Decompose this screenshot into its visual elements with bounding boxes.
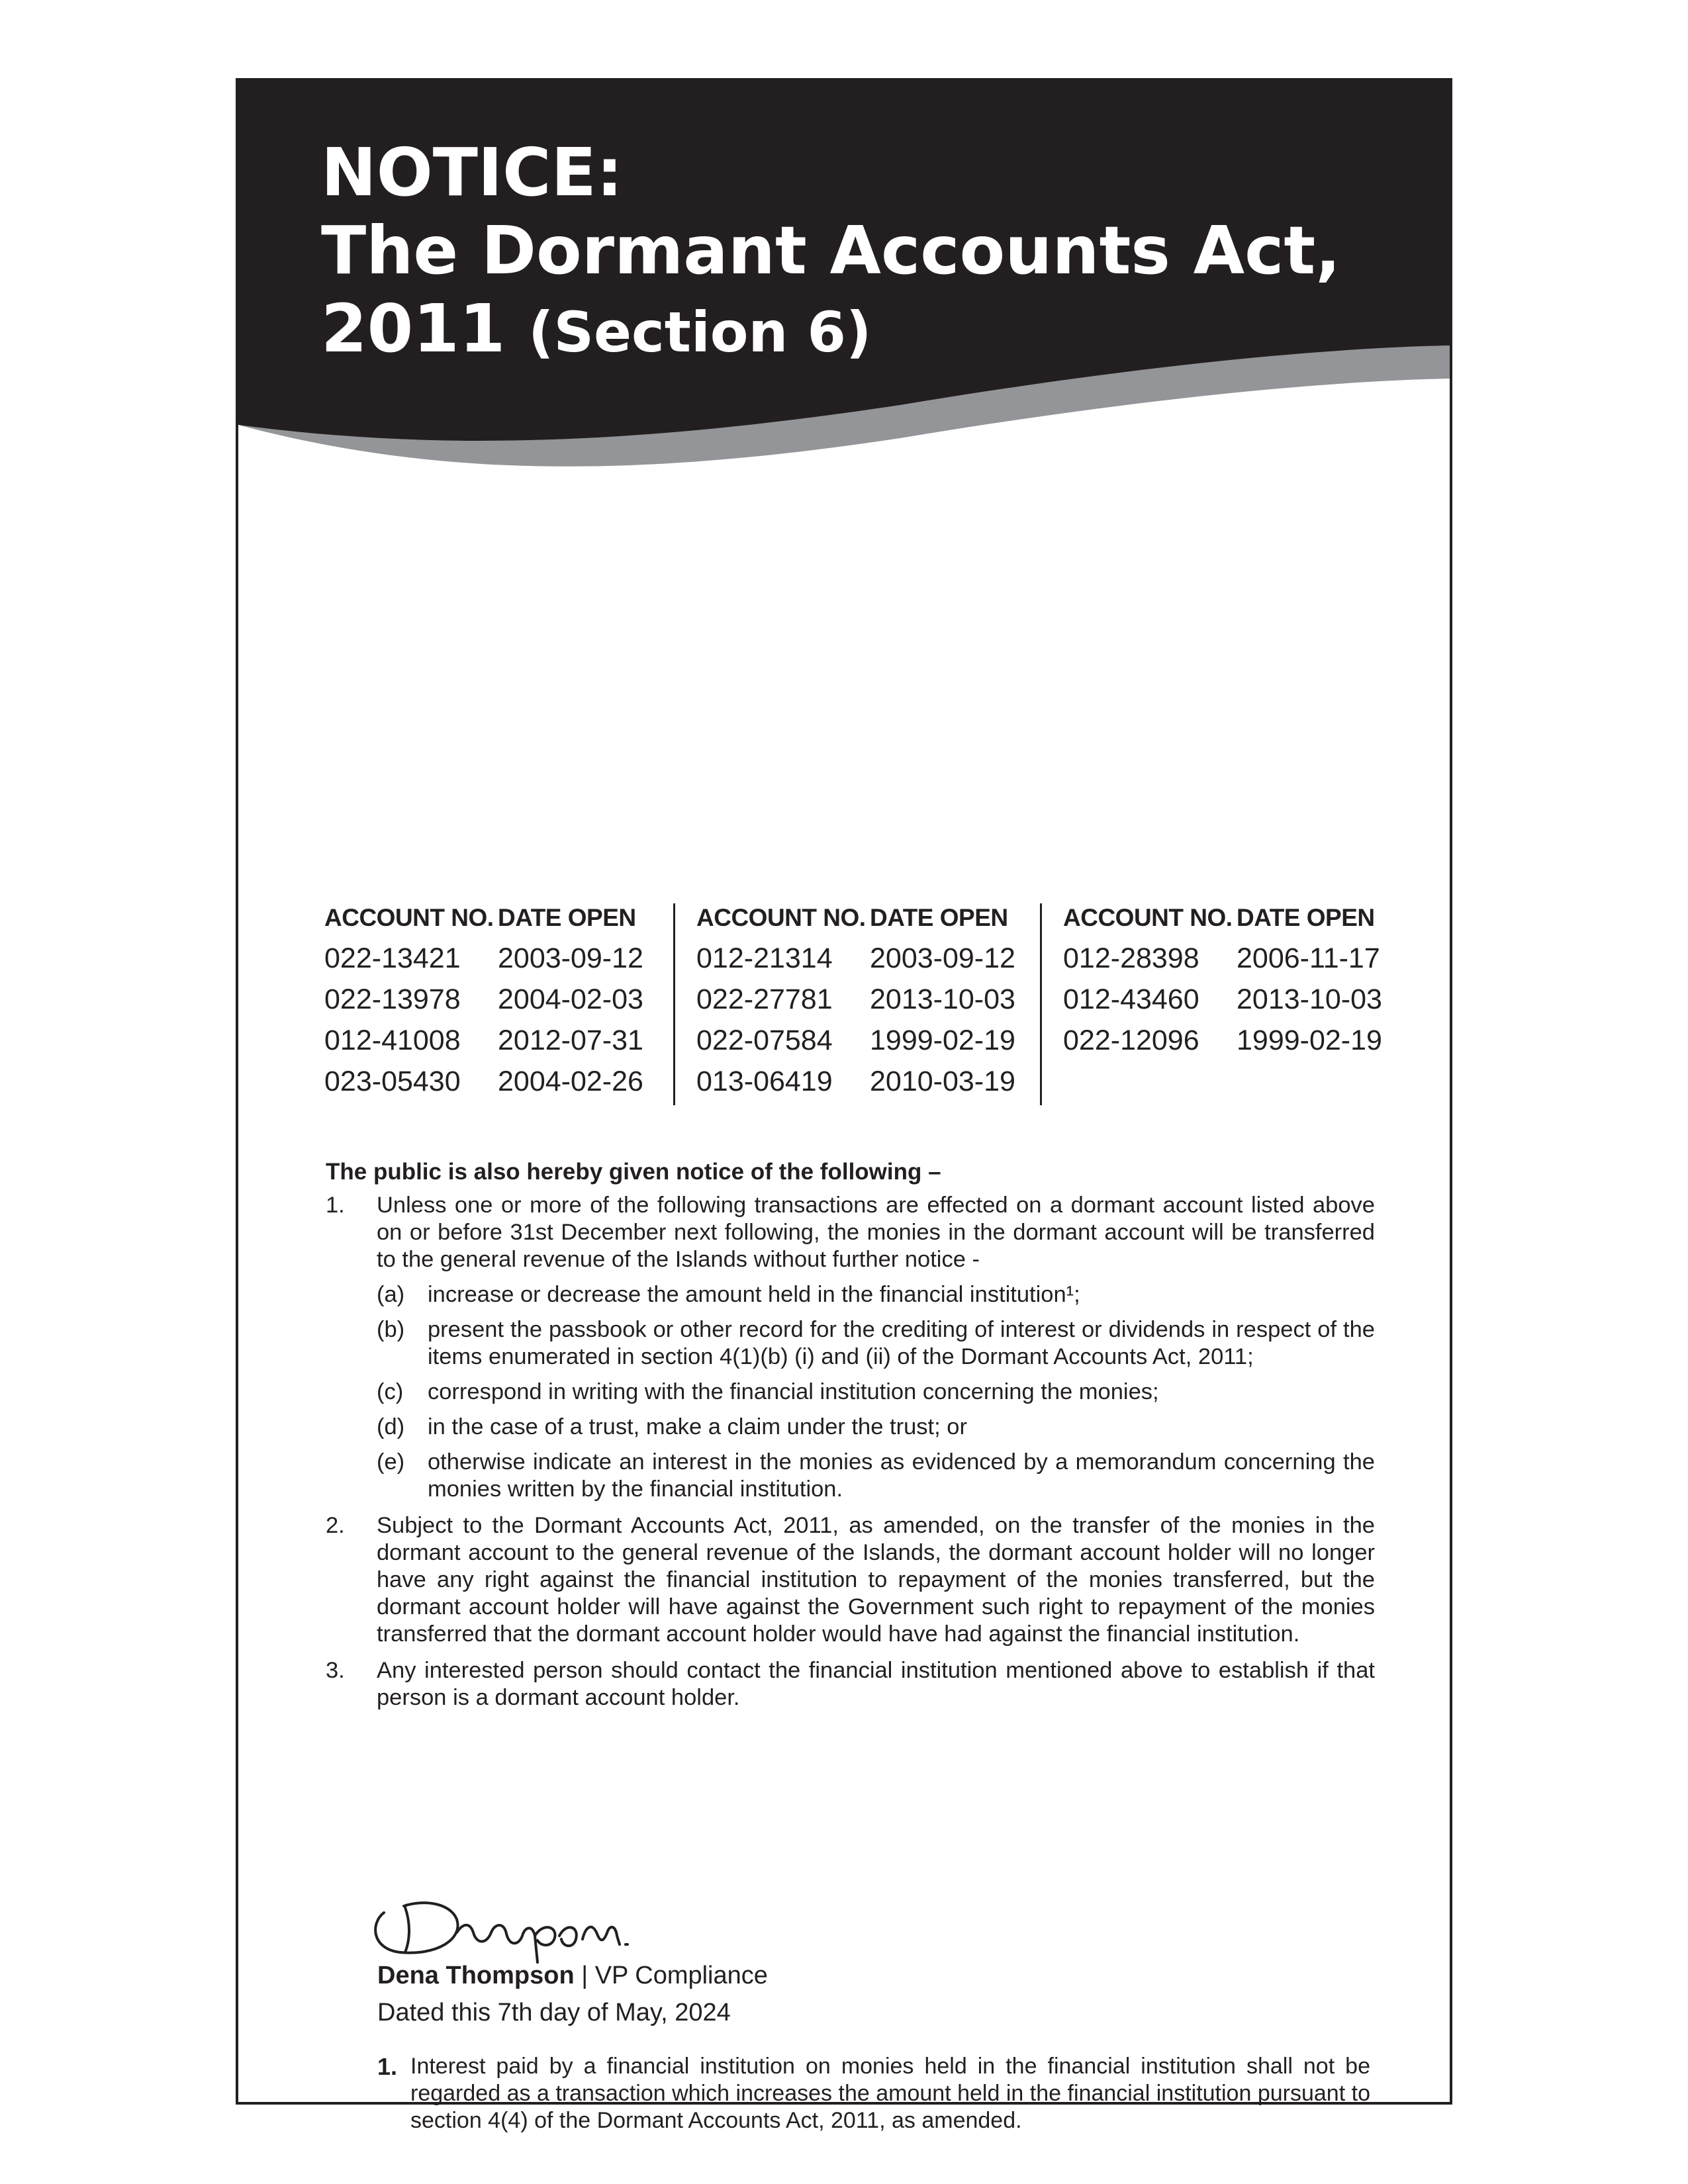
account-no: 023-05430 <box>324 1065 461 1097</box>
subitem-text: present the passbook or other record for the crediting of interest or dividends in respect of the items enumerated in section 4(1)(b) (i) and (ii) of the Dormant Accounts Act, 2011; <box>428 1317 1375 1369</box>
table-row <box>324 1061 657 1102</box>
footnote-marker: 1. <box>377 2053 398 2080</box>
table-row <box>324 1020 657 1061</box>
title-line-notice: NOTICE: <box>321 134 623 211</box>
subitem-label: (b) <box>377 1317 405 1342</box>
subitem-a <box>377 1281 1375 1308</box>
account-no: 022-13978 <box>324 983 461 1015</box>
date-open: 2010-03-19 <box>870 1065 1015 1097</box>
table-header <box>1063 898 1395 938</box>
notice-frame <box>236 78 1452 2133</box>
table-row <box>324 979 657 1020</box>
signatory-separator: | <box>574 1962 595 1989</box>
notice-body <box>326 1158 1375 1721</box>
item-number: 3. <box>326 1658 345 1683</box>
accounts-column-1 <box>324 898 657 1102</box>
account-no: 022-07584 <box>696 1024 833 1056</box>
table-row <box>324 938 657 979</box>
account-no: 022-27781 <box>696 983 833 1015</box>
header-account-no: ACCOUNT NO. <box>324 904 494 931</box>
notice-item-1 <box>326 1192 1375 1503</box>
subitem-e <box>377 1449 1375 1503</box>
header-account-no: ACCOUNT NO. <box>1063 904 1233 931</box>
date-open: 2003-09-12 <box>498 942 643 974</box>
footnote <box>377 2053 1370 2134</box>
table-header <box>324 898 657 938</box>
signatory-name: Dena Thompson <box>377 1962 575 1989</box>
title-year: 2011 <box>321 290 506 367</box>
date-open: 2004-02-03 <box>498 983 643 1015</box>
notice-lead: The public is also hereby given notice of the following – <box>326 1159 941 1185</box>
signatory-block <box>377 1957 768 2031</box>
subitem-b <box>377 1316 1375 1371</box>
subitem-text: increase or decrease the amount held in the financial institution¹; <box>428 1282 1080 1307</box>
dated-line: Dated this 7th day of May, 2024 <box>377 1999 731 2026</box>
header-date-open: DATE OPEN <box>498 904 636 931</box>
table-row <box>1063 1020 1395 1061</box>
header-date-open: DATE OPEN <box>870 904 1008 931</box>
accounts-column-3 <box>1063 898 1395 1061</box>
item-number: 1. <box>326 1193 345 1218</box>
item-text: Any interested person should contact the financial institution mentioned above to establish if that person is a dormant account holder. <box>377 1658 1375 1710</box>
table-row <box>696 1020 1029 1061</box>
date-open: 2006-11-17 <box>1237 942 1380 974</box>
account-no: 022-13421 <box>324 942 461 974</box>
header-date-open: DATE OPEN <box>1237 904 1375 931</box>
date-open: 2013-10-03 <box>870 983 1015 1015</box>
account-no: 012-43460 <box>1063 983 1199 1015</box>
table-row <box>696 1061 1029 1102</box>
item-number: 2. <box>326 1513 345 1538</box>
date-open: 2012-07-31 <box>498 1024 643 1056</box>
signatory-title: VP Compliance <box>594 1962 768 1989</box>
signatory-line <box>377 1957 768 1994</box>
table-row <box>696 979 1029 1020</box>
table-row <box>1063 938 1395 979</box>
subitem-label: (a) <box>377 1282 405 1307</box>
subitem-label: (e) <box>377 1449 405 1475</box>
subitem-c <box>377 1379 1375 1406</box>
date-open: 1999-02-19 <box>870 1024 1015 1056</box>
column-divider <box>1040 903 1042 1105</box>
handwritten-signature <box>364 1886 655 1966</box>
account-no: 012-21314 <box>696 942 833 974</box>
account-no: 012-28398 <box>1063 942 1199 974</box>
subitem-label: (d) <box>377 1414 405 1439</box>
date-open: 2013-10-03 <box>1237 983 1382 1015</box>
account-no: 022-12096 <box>1063 1024 1199 1056</box>
table-row <box>1063 979 1395 1020</box>
subitem-text: correspond in writing with the financial institution concerning the monies; <box>428 1379 1159 1404</box>
notice-item-2 <box>326 1512 1375 1648</box>
table-row <box>696 938 1029 979</box>
subitem-d <box>377 1414 1375 1441</box>
dormant-accounts-table <box>324 898 1382 1189</box>
accounts-column-2 <box>696 898 1029 1102</box>
title-section: (Section 6) <box>528 300 872 365</box>
notice-item-3 <box>326 1657 1375 1711</box>
account-no: 012-41008 <box>324 1024 461 1056</box>
account-no: 013-06419 <box>696 1065 833 1097</box>
table-header <box>696 898 1029 938</box>
date-open: 1999-02-19 <box>1237 1024 1382 1056</box>
header-account-no: ACCOUNT NO. <box>696 904 866 931</box>
date-open: 2004-02-26 <box>498 1065 643 1097</box>
date-open: 2003-09-12 <box>870 942 1015 974</box>
subitem-label: (c) <box>377 1379 404 1404</box>
column-divider <box>673 903 675 1105</box>
item-content <box>377 1192 1375 1503</box>
notice-title <box>321 134 1340 371</box>
subitem-text: otherwise indicate an interest in the monies as evidenced by a memorandum concerning the monies written by the financial institution. <box>428 1449 1375 1502</box>
title-line-act: The Dormant Accounts Act, <box>321 212 1341 289</box>
item-text: Unless one or more of the following transactions are effected on a dormant account listed above on or before 31st December next following, the monies in the dormant account will be transferred to the general revenue of the Islands without further notice - <box>377 1193 1375 1272</box>
footnote-text: Interest paid by a financial institution on monies held in the financial institution shall not be regarded as a transaction which increases the amount held in the financial institution pursuant to section 4(4) of the Dormant Accounts Act, 2011, as amended. <box>410 2054 1370 2133</box>
subitem-text: in the case of a trust, make a claim under the trust; or <box>428 1414 967 1439</box>
item-text: Subject to the Dormant Accounts Act, 2011, as amended, on the transfer of the monies in the dormant account to the general revenue of the Islands, the dormant account holder will no longer have any right against the financial institution to repayment of the monies transferred, but the dormant account holder will have against the Government such right to repayment of the monies transferred that the dormant account holder would have had against the financial institution. <box>377 1513 1375 1647</box>
